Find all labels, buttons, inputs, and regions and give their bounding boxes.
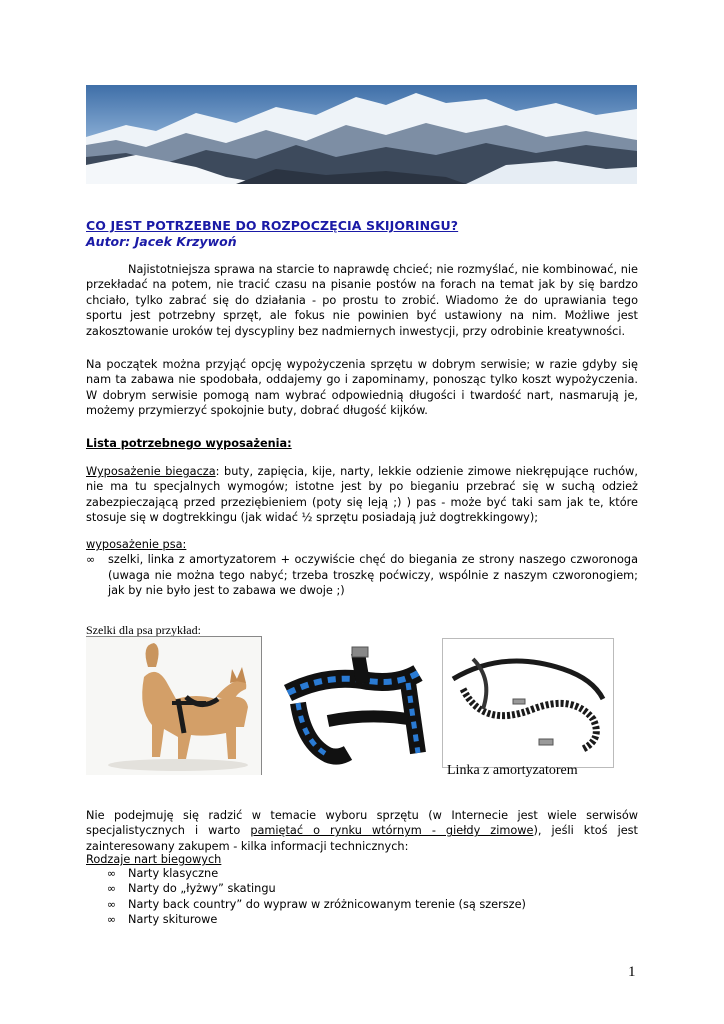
infinity-bullet-icon: ∞	[86, 553, 96, 567]
equipment-heading: Lista potrzebnego wyposażenia:	[86, 437, 292, 450]
list-item	[86, 881, 526, 896]
runner-equipment-text: : buty, zapięcia, kije, narty, lekkie odzienie zimowe niekrępujące ruchów, nie ma tu specjalnych wymogów; istotne jest by po bieganiu przebrać się w suchą odzież zabezpieczającą przed przeziębieniem (poty się leją ;) ) pas - może być taki sam jak te, które stosuje się w dogtrekkingu (jak widać ½ sprzętu posiadają już dogtrekkingowy);	[86, 465, 639, 525]
advice-text-after: ), jeśli ktoś jest zainteresowany zakupem - kilka informacji technicznych:	[86, 824, 638, 853]
list-item	[86, 897, 526, 912]
secondhand-market-link[interactable]: pamiętać o rynku wtórnym - giełdy zimowe	[250, 824, 534, 838]
page-number: 1	[628, 964, 636, 980]
runner-equipment-paragraph	[86, 464, 638, 526]
list-item	[86, 866, 526, 881]
dog-wearing-harness-image	[86, 636, 262, 775]
dog-equipment-text: szelki, linka z amortyzatorem + oczywiście chęć do biegania ze strony naszego czworonoga (uwaga nie można tego nabyć; trzeba troszkę poćwiczy, wspólnie z naszym czworonogiem; jak by nie było jest to zabawa we dwoje ;)	[108, 553, 638, 598]
mountain-banner-image	[86, 85, 637, 184]
infinity-bullet-icon: ∞	[106, 913, 116, 927]
advice-text-before: Nie podejmuję się radzić w temacie wyboru sprzętu (w Internecie jest wiele serwisów specjalistycznych i warto	[86, 809, 638, 838]
dog-equipment-section	[86, 537, 638, 599]
harness-caption: Szelki dla psa przykład:	[86, 623, 201, 637]
document-title: CO JEST POTRZEBNE DO ROZPOCZĘCIA SKIJORINGU?	[86, 218, 459, 233]
ski-type-label: Narty skiturowe	[128, 913, 218, 927]
document-author: Autor: Jacek Krzywoń	[86, 234, 237, 249]
dog-harness-image	[268, 643, 438, 768]
dog-equipment-label: wyposażenie psa:	[86, 538, 187, 551]
intro-paragraph: Najistotniejsza sprawa na starcie to naprawdę chcieć; nie rozmyślać, nie kombinować, nie przekładać na potem, nie tracić czasu na pisanie postów na forach na temat jak by się bardzo chciało, tylko zabrać się do działania - po prostu to zrobić. Wiadomo że do uprawiania tego sportu jest potrzebny sprzęt, ale fokus nie powinien być ustawiony na nim. Możliwe jest zakosztowanie uroków tej dyscypliny bez nadmiernych inwestycji, przy odrobinie kreatywności.	[86, 263, 638, 338]
ski-type-label: Narty klasyczne	[128, 867, 219, 880]
infinity-bullet-icon: ∞	[106, 882, 116, 896]
runner-equipment-label: Wyposażenie biegacza	[86, 465, 216, 478]
list-item	[86, 912, 526, 927]
bungee-leash-image	[442, 638, 614, 768]
infinity-bullet-icon: ∞	[106, 897, 116, 911]
leash-caption: Linka z amortyzatorem	[447, 763, 578, 778]
advice-paragraph	[86, 808, 638, 854]
rental-paragraph: Na początek można przyjąć opcję wypożyczenia sprzętu w dobrym serwisie; w razie gdyby się nam ta zabawa nie spodobała, oddajemy go i zapominamy, ponosząc tylko koszt wypożyczenia. W dobrym serwisie pomogą nam wybrać odpowiednią długości i twardość nart, nasmarują je, możemy przymierzyć spokojnie buty, dobrać długość kijków.	[86, 358, 638, 418]
dog-equipment-bullet	[86, 552, 638, 598]
ski-type-label: Narty do „łyżwy” skatingu	[128, 882, 276, 896]
infinity-bullet-icon: ∞	[106, 867, 116, 880]
ski-type-label: Narty back country” do wypraw w zróżnicowanym terenie (są szersze)	[128, 897, 526, 911]
ski-types-heading: Rodzaje nart biegowych	[86, 853, 222, 866]
ski-types-list	[86, 866, 526, 928]
